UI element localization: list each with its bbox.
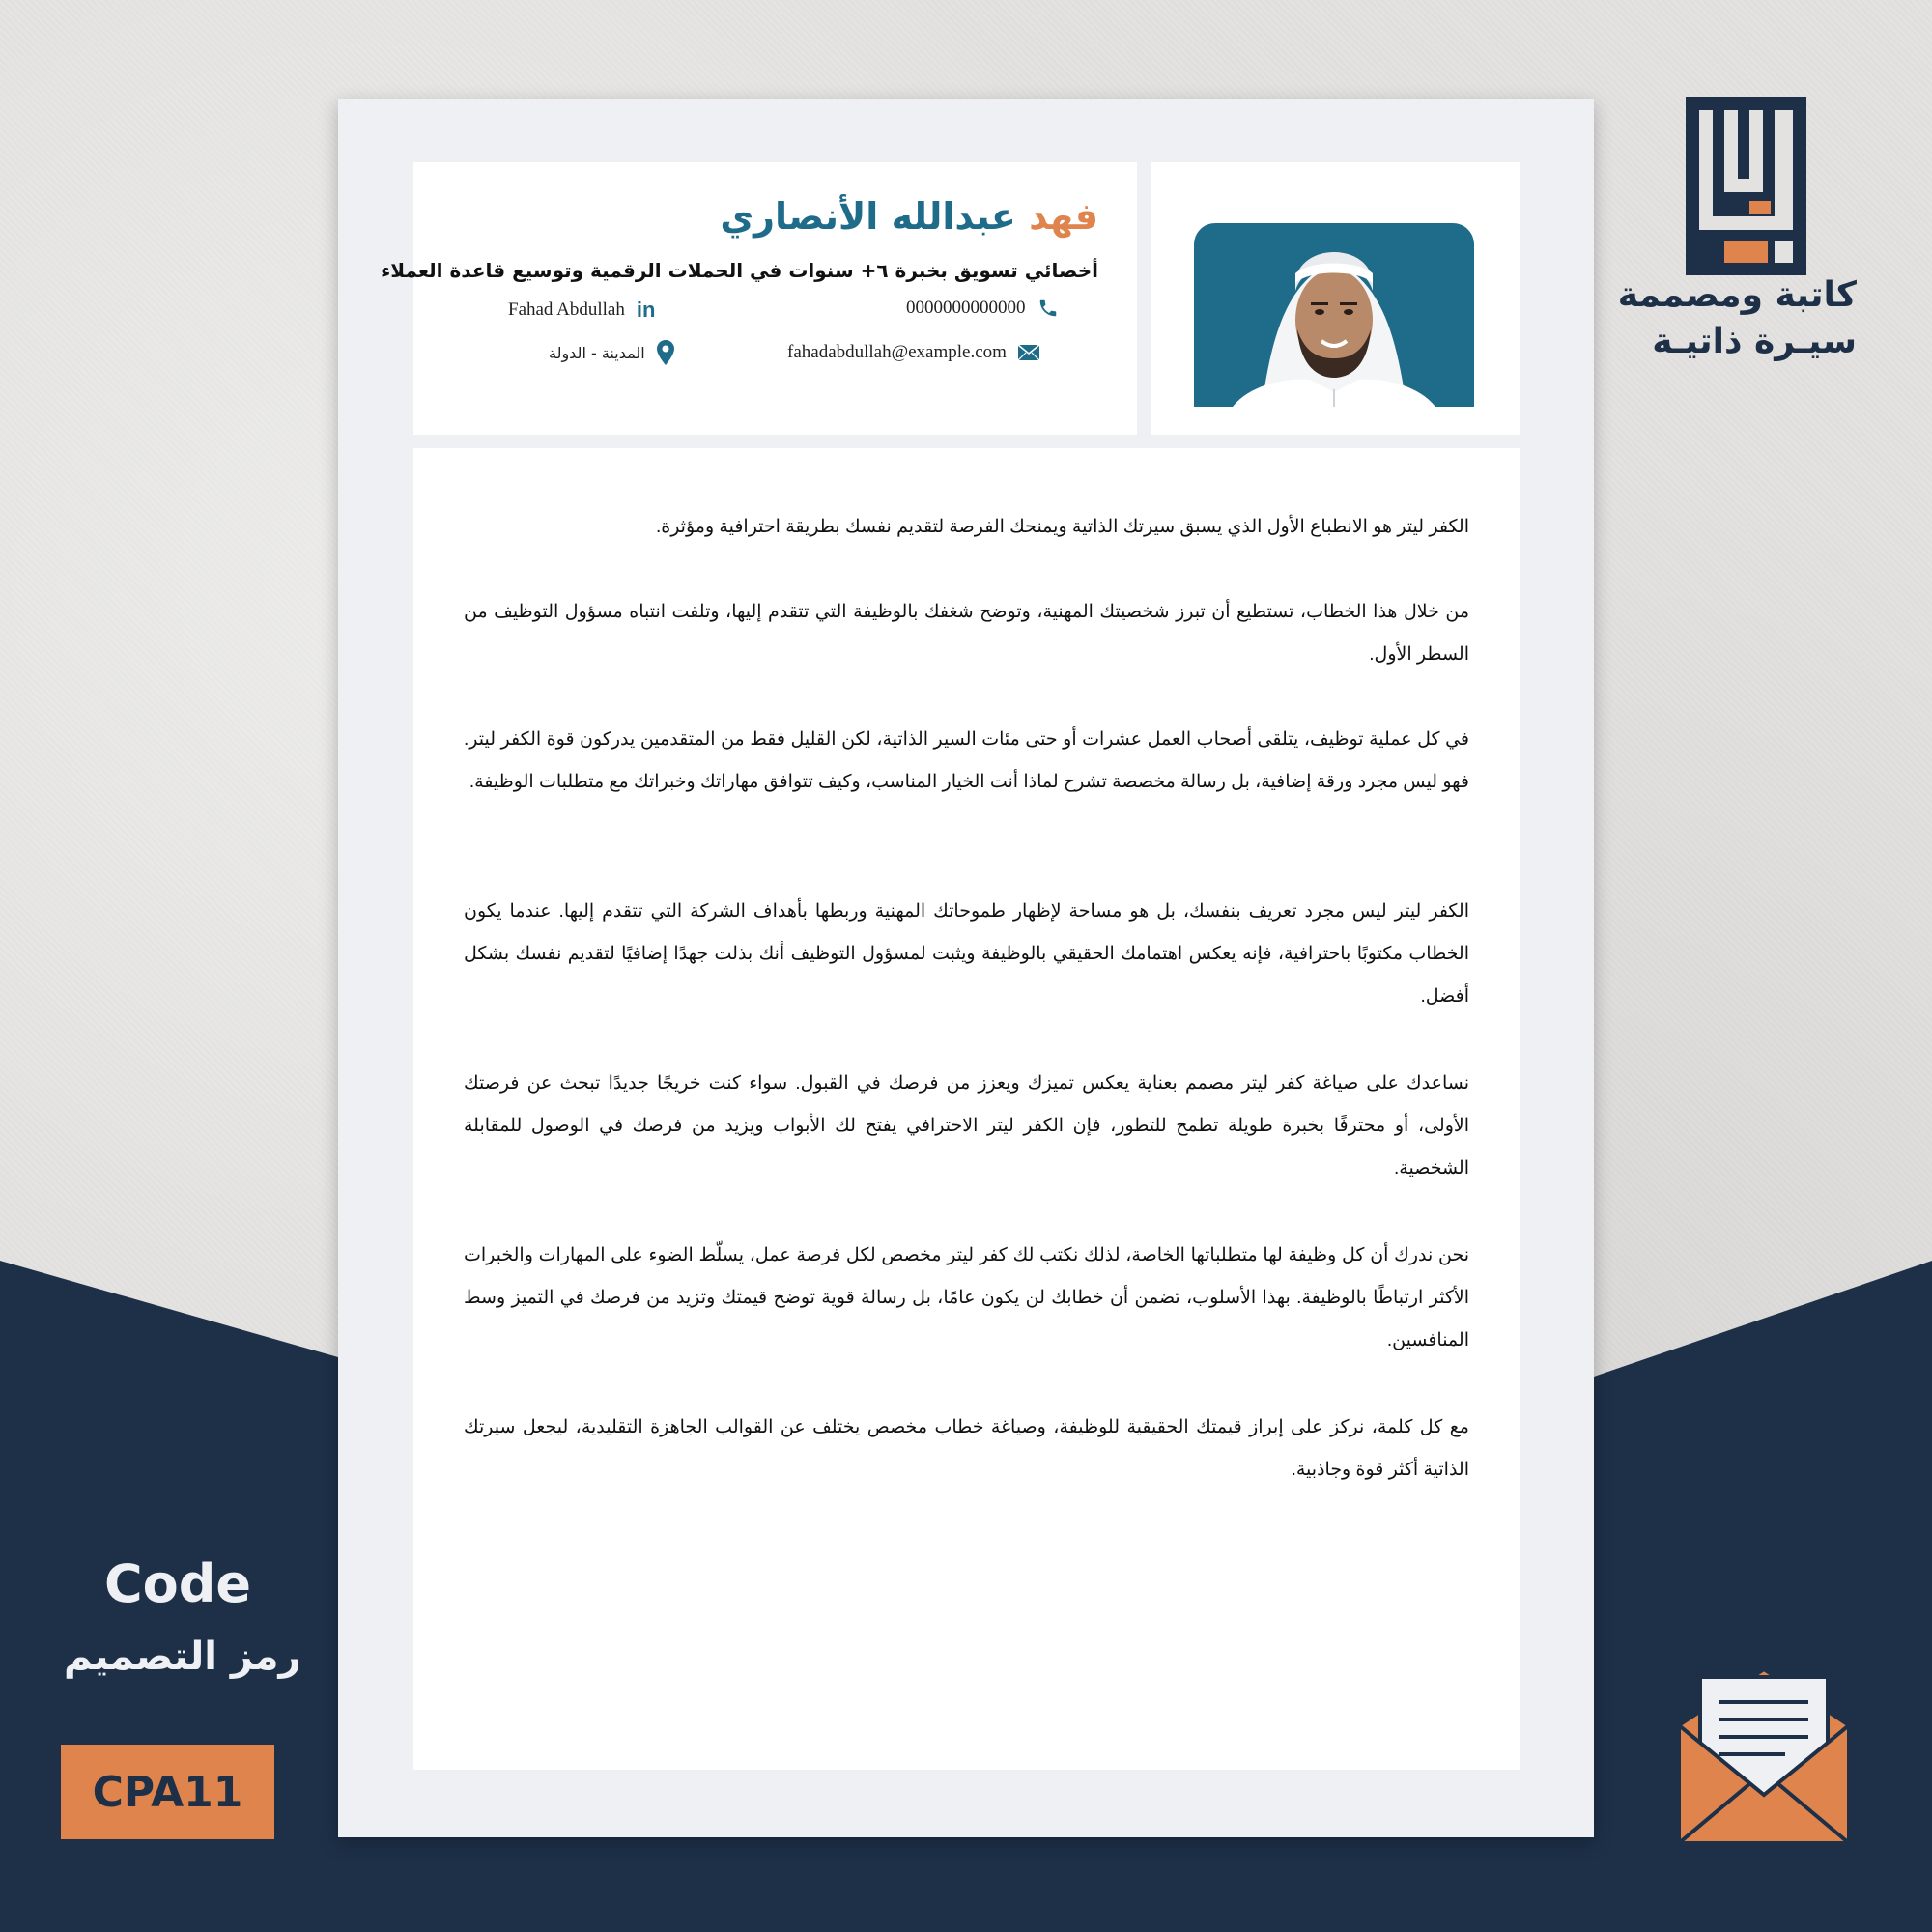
photo-card xyxy=(1151,162,1520,435)
phone-icon xyxy=(1037,298,1059,319)
brand-text xyxy=(1618,272,1857,365)
name-rest: عبدالله الأنصاري xyxy=(720,195,1016,238)
map-pin-icon xyxy=(657,340,674,365)
contact-location xyxy=(549,340,674,365)
letter-body xyxy=(413,448,1520,1770)
candidate-name xyxy=(720,195,1098,238)
code-label-arabic: رمز التصميم xyxy=(64,1634,301,1679)
profile-photo-illustration xyxy=(1194,223,1474,407)
job-subtitle: أخصائي تسويق بخبرة ٦+ سنوات في الحملات الرقمية وتوسيع قاعدة العملاء xyxy=(381,259,1098,282)
header-card xyxy=(381,162,1137,435)
brand-line-1: كاتبة ومصممة xyxy=(1617,275,1857,315)
contact-email xyxy=(787,342,1039,363)
linkedin-text: Fahad Abdullah xyxy=(508,299,625,320)
design-code-value: CPA11 xyxy=(92,1767,243,1817)
profile-photo xyxy=(1194,223,1474,407)
body-paragraph-3: في كل عملية توظيف، يتلقى أصحاب العمل عشرات أو حتى مئات السير الذاتية، لكن القليل فقط من المتقدمين يدركون قوة الكفر ليتر. فهو ليس مجرد ورقة إضافية، بل رسالة مخصصة تشرح لماذا أنت الخيار المناسب، وكيف تتوافق مهاراتك وخبراتك مع متطلبات الوظيفة. xyxy=(464,729,1469,792)
body-paragraph-1: الكفر ليتر هو الانطباع الأول الذي يسبق سيرتك الذاتية ويمنحك الفرصة لتقديم نفسك بطريقة احترافية ومؤثرة. xyxy=(655,517,1469,537)
contact-linkedin[interactable] xyxy=(508,298,655,323)
contact-phone xyxy=(906,298,1059,319)
name-first: فهد xyxy=(1029,195,1098,238)
location-text: المدينة - الدولة xyxy=(549,343,645,362)
brand-logo-mark xyxy=(1686,97,1806,275)
brand-line-2: سيـرة ذاتيـة xyxy=(1652,322,1857,361)
body-paragraph-4: الكفر ليتر ليس مجرد تعريف بنفسك، بل هو مساحة لإظهار طموحاتك المهنية وربطها بأهداف الشركة التي تتقدم إليها. عندما يكون الخطاب مكتوبًا باحترافية، فإنه يعكس اهتمامك الحقيقي بالوظيفة ويثبت لمسؤول التوظيف أنك بذلت جهدًا إضافيًا لتقديم نفسك بشكل أفضل. xyxy=(464,901,1469,1007)
envelope-letter-icon xyxy=(1679,1669,1849,1843)
body-paragraph-5: نساعدك على صياغة كفر ليتر مصمم بعناية يعكس تميزك ويعزز من فرصك في القبول. سواء كنت خريجًا جديدًا تبحث عن فرصتك الأولى، أو محترفًا بخبرة طويلة تطمح للتطور، فإن الكفر ليتر الاحترافي يفتح لك الأبواب ويزيد من فرصك في الوصول للمقابلة الشخصية. xyxy=(464,1073,1469,1179)
phone-text: 0000000000000 xyxy=(906,298,1026,318)
envelope-icon xyxy=(1018,345,1039,360)
body-paragraph-2: من خلال هذا الخطاب، تستطيع أن تبرز شخصيتك المهنية، وتوضح شغفك بالوظيفة التي تتقدم إليها، وتلفت انتباه مسؤول التوظيف من السطر الأول. xyxy=(464,602,1469,665)
code-label: Code xyxy=(104,1553,252,1614)
email-text: fahadabdullah@example.com xyxy=(787,342,1007,362)
design-code-badge xyxy=(61,1745,274,1839)
body-paragraph-7: مع كل كلمة، نركز على إبراز قيمتك الحقيقية للوظيفة، وصياغة خطاب مخصص يختلف عن القوالب الجاهزة التقليدية، ليجعل سيرتك الذاتية أكثر قوة وجاذبية. xyxy=(464,1417,1469,1480)
body-paragraph-6: نحن ندرك أن كل وظيفة لها متطلباتها الخاصة، لذلك نكتب لك كفر ليتر مخصص لكل فرصة عمل، يسلّط الضوء على المهارات والخبرات الأكثر ارتباطًا بالوظيفة. بهذا الأسلوب، تضمن أن خطابك لن يكون عامًا، بل رسالة قوية توضح قيمتك وتزيد من فرصك في التميز وسط المنافسين. xyxy=(464,1245,1469,1350)
cover-letter-sheet xyxy=(338,99,1594,1837)
linkedin-icon: in xyxy=(636,298,656,322)
